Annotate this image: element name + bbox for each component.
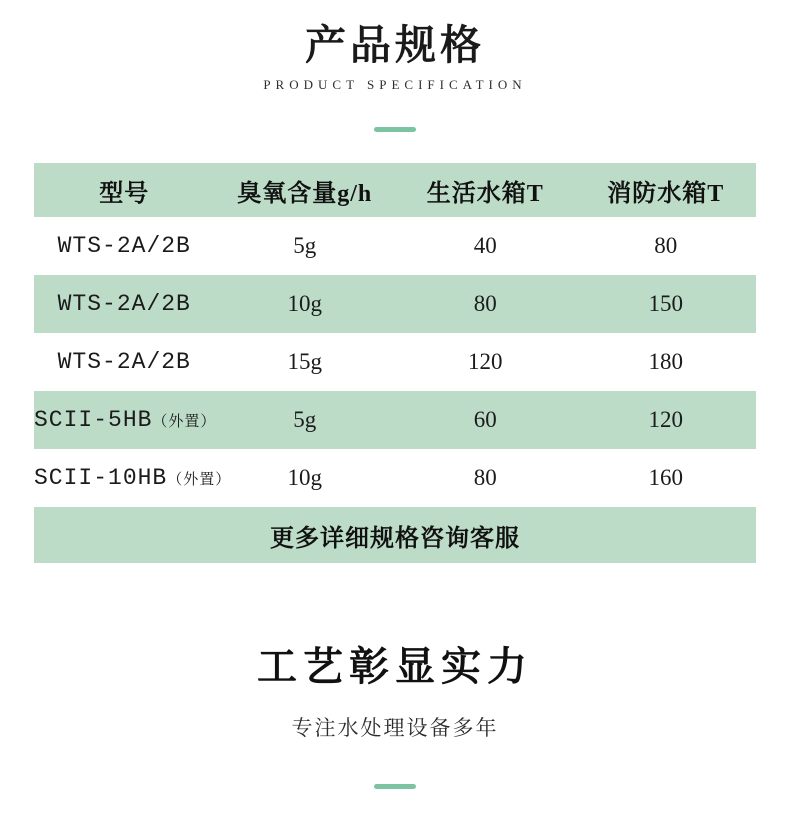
- column-header-domestic-tank: 生活水箱T: [395, 163, 576, 217]
- cell-model: [34, 333, 215, 391]
- cell-fire-tank: 120: [576, 391, 757, 449]
- craft-subtitle: 专注水处理设备多年: [291, 717, 499, 741]
- spec-header: [0, 0, 790, 93]
- cell-ozone: 10g: [215, 275, 396, 333]
- cell-domestic-tank: 80: [395, 449, 576, 507]
- divider-line: [374, 784, 416, 789]
- table-header-row: [34, 163, 756, 217]
- model-note: （外置）: [152, 414, 217, 431]
- cell-domestic-tank: 80: [395, 275, 576, 333]
- model-text: SCII-10HB: [34, 465, 168, 492]
- cell-model: [34, 449, 232, 507]
- page-subtitle: PRODUCT SPECIFICATION: [263, 77, 527, 93]
- cell-fire-tank: 160: [576, 449, 757, 507]
- cell-domestic-tank: 120: [395, 333, 576, 391]
- table-footer-row: [34, 507, 756, 563]
- spec-divider-wrap: [0, 119, 790, 137]
- model-text: SCII-5HB: [34, 407, 153, 434]
- column-header-fire-tank: 消防水箱T: [576, 163, 757, 217]
- cell-fire-tank: 80: [576, 217, 757, 275]
- cell-model: [34, 217, 215, 275]
- table-footer-note: 更多详细规格咨询客服: [34, 507, 756, 563]
- table-row: [34, 217, 756, 275]
- craft-title: 工艺彰显实力: [257, 645, 533, 690]
- craft-divider-wrap: [0, 776, 790, 794]
- cell-fire-tank: 150: [576, 275, 757, 333]
- cell-domestic-tank: 60: [395, 391, 576, 449]
- table-row: [34, 333, 756, 391]
- table-row: [34, 275, 756, 333]
- model-text: WTS-2A/2B: [57, 349, 191, 376]
- cell-domestic-tank: 40: [395, 217, 576, 275]
- model-note: （外置）: [167, 472, 232, 489]
- column-header-model: 型号: [34, 163, 215, 217]
- cell-model: [34, 391, 215, 449]
- cell-ozone: 15g: [215, 333, 396, 391]
- column-header-ozone: 臭氧含量g/h: [215, 163, 396, 217]
- model-text: WTS-2A/2B: [57, 233, 191, 260]
- divider-line: [374, 127, 416, 132]
- craft-section: [0, 635, 790, 742]
- table-row: [34, 449, 756, 507]
- table-row: [34, 391, 756, 449]
- cell-ozone: 5g: [215, 391, 396, 449]
- cell-model: [34, 275, 215, 333]
- cell-ozone: 5g: [215, 217, 396, 275]
- cell-fire-tank: 180: [576, 333, 757, 391]
- page-title: 产品规格: [305, 22, 485, 68]
- specification-table: [34, 163, 756, 563]
- cell-ozone: 10g: [215, 449, 396, 507]
- model-text: WTS-2A/2B: [57, 291, 191, 318]
